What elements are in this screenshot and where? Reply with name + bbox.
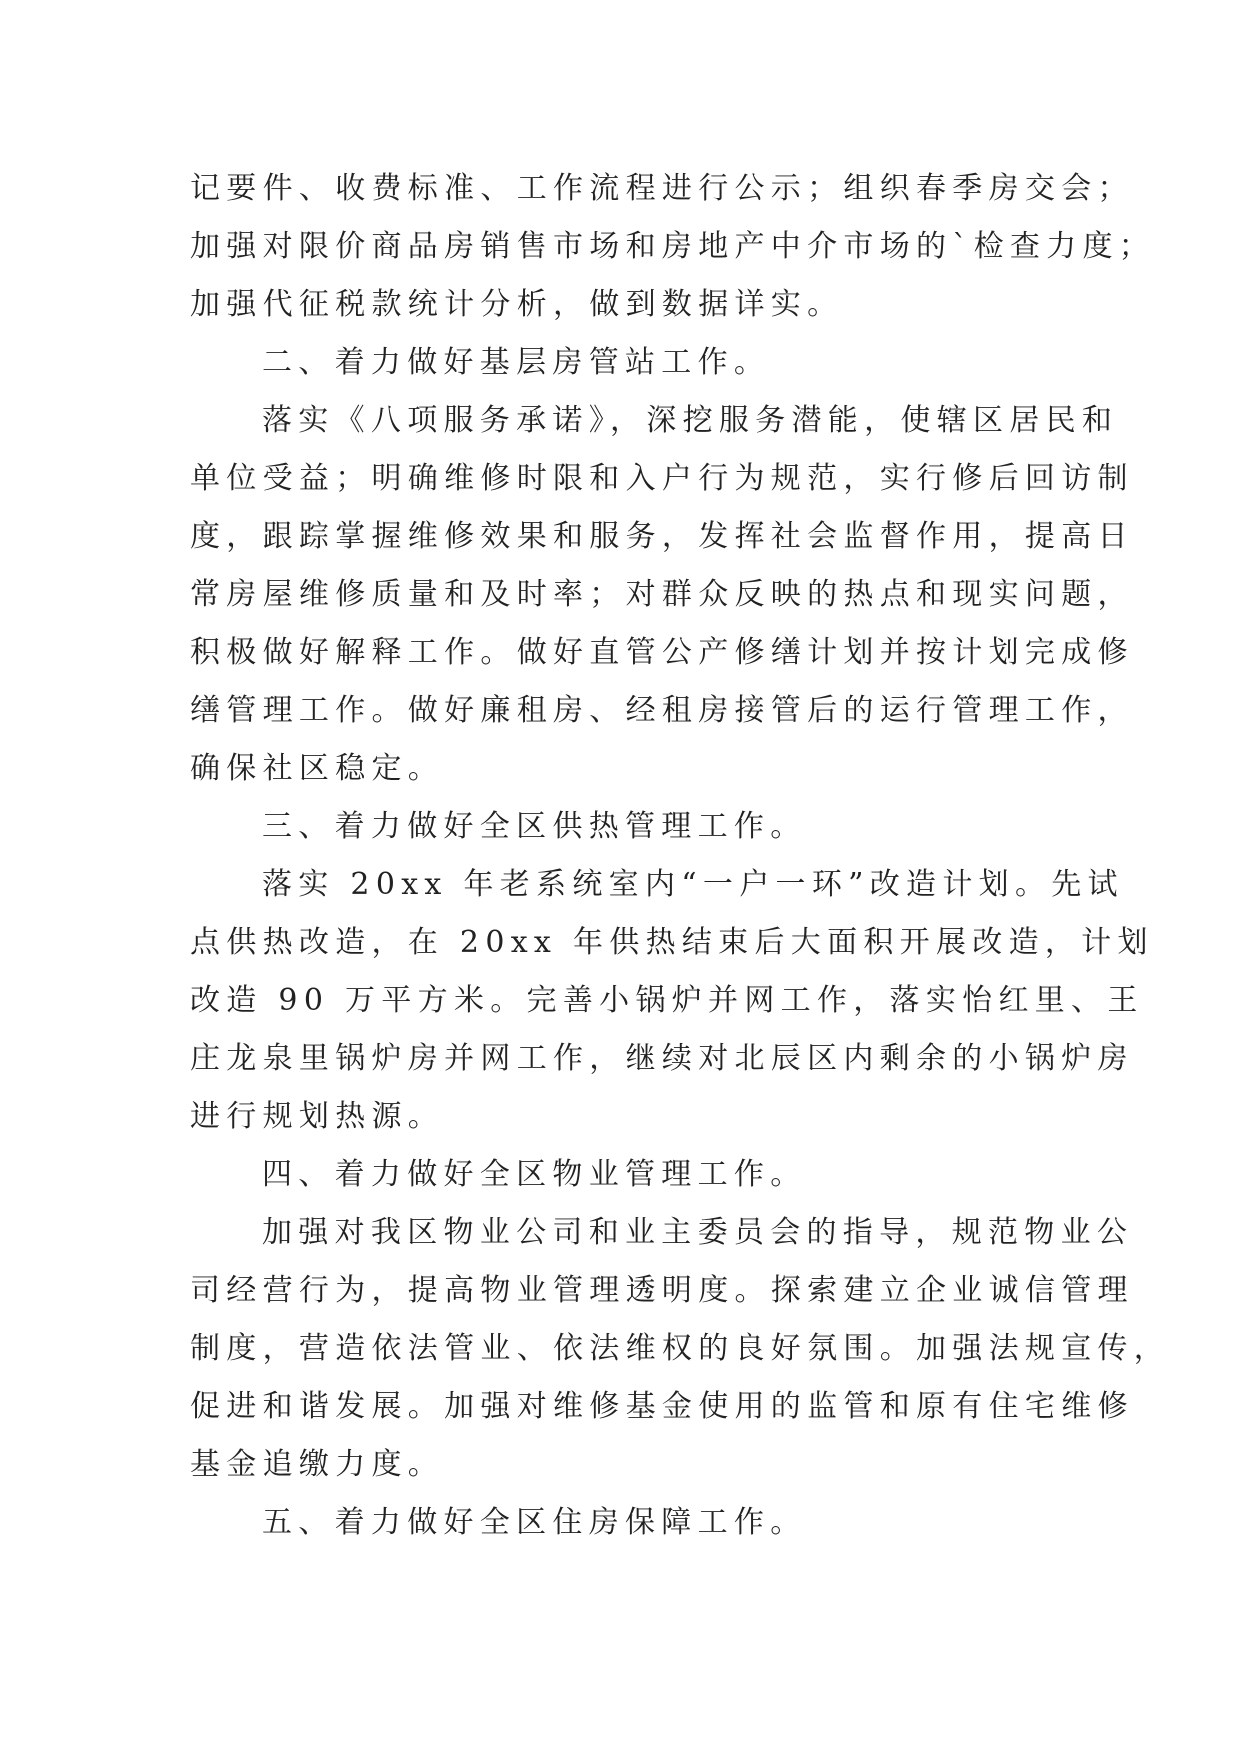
text-line: 度，跟踪掌握维修效果和服务，发挥社会监督作用，提高日 <box>190 519 1134 554</box>
text-line: 积极做好解释工作。做好直管公产修缮计划并按计划完成修 <box>190 635 1134 670</box>
text-line: 司经营行为，提高物业管理透明度。探索建立企业诚信管理 <box>190 1273 1134 1308</box>
document-body <box>190 160 1171 1552</box>
paragraph-start: 落实 20xx 年老系统室内“一户一环”改造计划。先试 <box>262 867 1124 902</box>
text-line: 庄龙泉里锅炉房并网工作，继续对北辰区内剩余的小锅炉房 <box>190 1041 1134 1076</box>
text-line: 促进和谐发展。加强对维修基金使用的监管和原有住宅维修 <box>190 1389 1134 1424</box>
section-heading: 五、着力做好全区住房保障工作。 <box>262 1505 807 1540</box>
text-line: 常房屋维修质量和及时率；对群众反映的热点和现实问题， <box>190 577 1134 612</box>
text-line: 进行规划热源。 <box>190 1099 445 1134</box>
text-line: 点供热改造，在 20xx 年供热结束后大面积开展改造，计划 <box>190 925 1154 960</box>
paragraph-start: 加强对我区物业公司和业主委员会的指导，规范物业公 <box>262 1215 1134 1250</box>
section-heading: 四、着力做好全区物业管理工作。 <box>262 1157 807 1192</box>
paragraph-start: 落实《八项服务承诺》，深挖服务潜能，使辖区居民和 <box>262 403 1119 438</box>
section-heading: 三、着力做好全区供热管理工作。 <box>262 809 807 844</box>
text-line: 加强代征税款统计分析，做到数据详实。 <box>190 287 844 322</box>
text-line: 单位受益；明确维修时限和入户行为规范，实行修后回访制 <box>190 461 1134 496</box>
section-heading: 二、着力做好基层房管站工作。 <box>262 345 771 380</box>
text-line: 记要件、收费标准、工作流程进行公示；组织春季房交会； <box>190 171 1134 206</box>
text-line: 加强对限价商品房销售市场和房地产中介市场的`检查力度； <box>190 229 1156 264</box>
text-line: 缮管理工作。做好廉租房、经租房接管后的运行管理工作， <box>190 693 1134 728</box>
text-line: 改造 90 万平方米。完善小锅炉并网工作，落实怡红里、王 <box>190 983 1144 1018</box>
text-line: 制度，营造依法管业、依法维权的良好氛围。加强法规宣传， <box>190 1331 1171 1366</box>
text-line: 基金追缴力度。 <box>190 1447 445 1482</box>
text-line: 确保社区稳定。 <box>190 751 445 786</box>
